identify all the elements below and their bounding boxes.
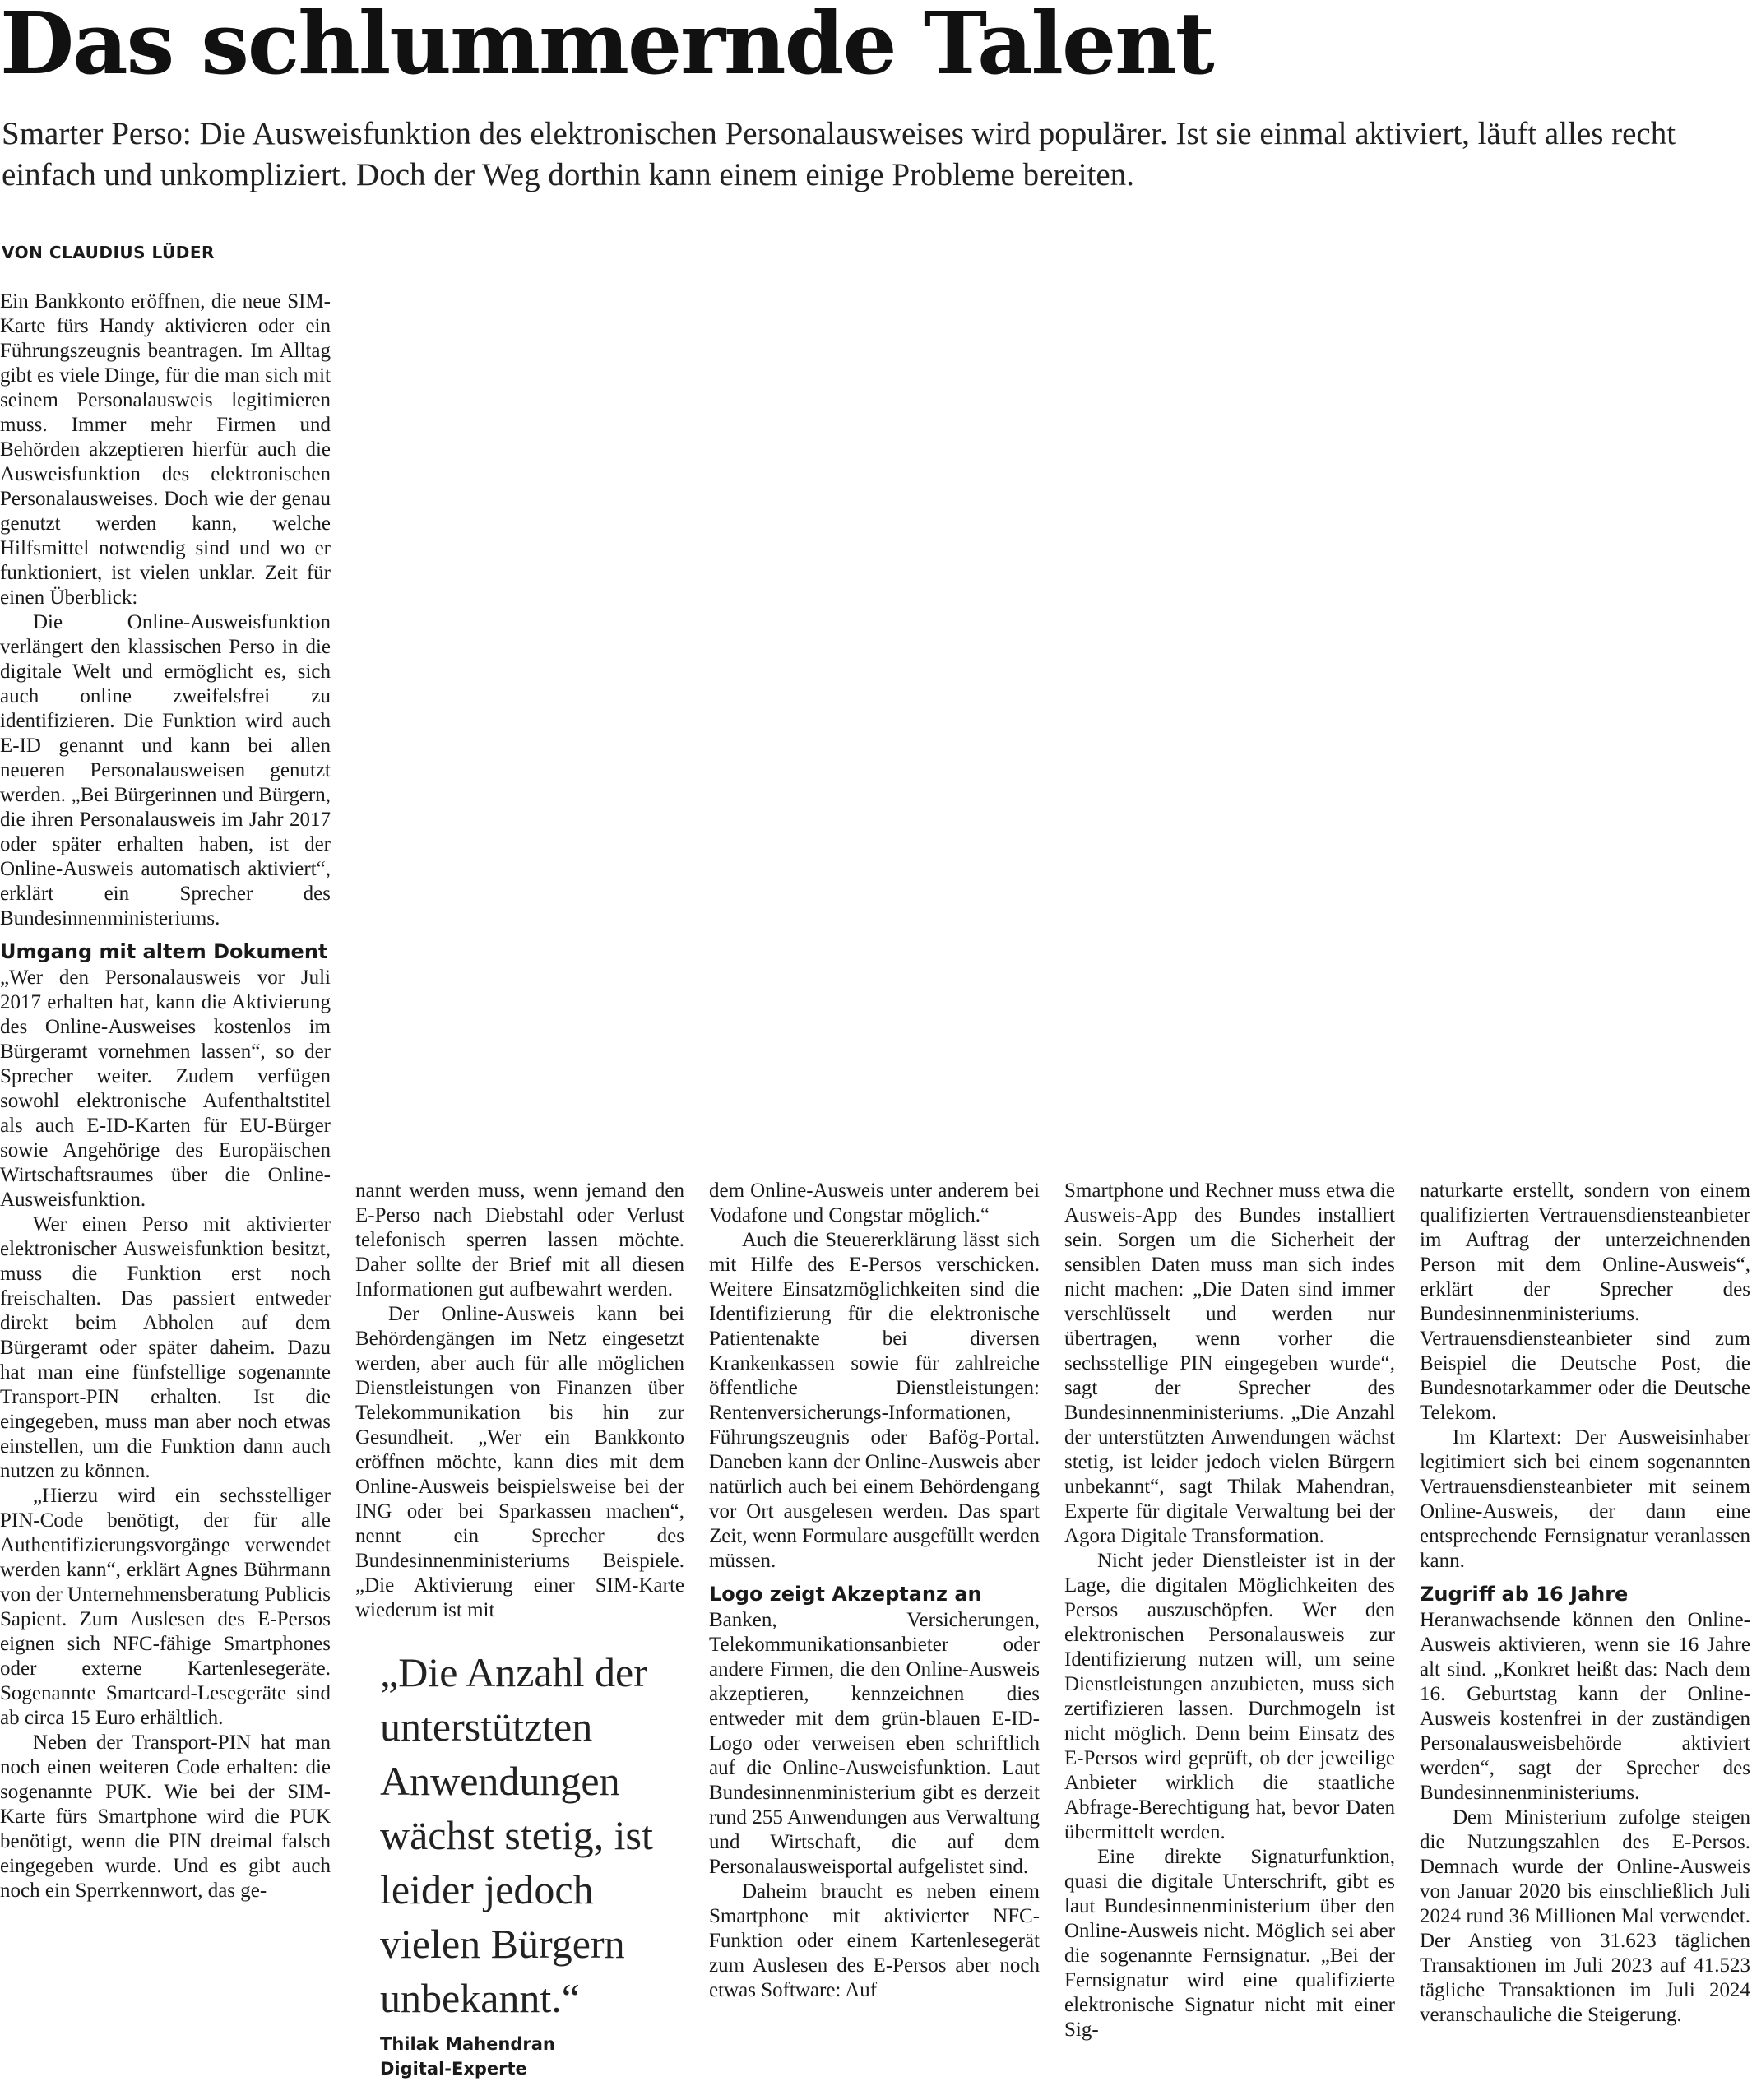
paragraph: „Hierzu wird ein sechsstelliger PIN-Code benötigt, der für alle Authentifizierungsvorgänge verwendet werden kann“, erklärt Agnes Bührmann von der Unternehmensberatung Publicis Sapient. Zum Auslesen des E-Persos eignen sich NFC-fähige Smartphones oder externe Kartenlesegeräte. Sogenannte Smartcard-Lesegeräte sind ab circa 15 Euro erhältlich. (0, 1485, 331, 1729)
section-heading: Umgang mit altem Dokument (0, 940, 328, 963)
subtitle: Smarter Perso: Die Ausweisfunktion des elektronischen Personalausweises wird populärer. Ist sie einmal aktiviert, läuft alles recht einfach und unkompliziert. Doch der Weg dorthin kann einem einige Probleme bereiten. (2, 116, 1676, 192)
paragraph: Die Online-Ausweisfunktion verlängert den klassischen Perso in die digitale Welt und ermöglicht es, sich auch online zweifelsfrei zu identifizieren. Die Funktion wird auch E-ID genannt und kann bei allen neueren Personalausweisen genutzt werden. „Bei Bürgerinnen und Bürgern, die ihren Personalausweis im Jahr 2017 oder später erhalten haben, ist der Online-Ausweis automatisch aktiviert“, erklärt ein Sprecher des Bundesinnenministeriums. (0, 611, 331, 929)
section-heading: Zugriff ab 16 Jahre (1420, 1583, 1629, 1606)
paragraph: Dem Ministerium zufolge steigen die Nutzungszahlen des E-Persos. Demnach wurde der Online-Ausweis von Januar 2020 bis einschließlich Juli 2024 rund 36 Millionen Mal verwendet. Der Anstieg von 31.623 täglichen Transaktionen im Juli 2023 auf 41.523 tägliche Transaktionen im Juli 2024 veranschauliche die Steigerung. (1420, 1806, 1750, 2026)
article-column-5 (1420, 1179, 1750, 2100)
paragraph: naturkarte erstellt, sondern von einem qualifizierten Vertrauensdiensteanbieter im Auftrag der unterzeichnenden Person mit dem Online-Ausweis“, erklärt der Sprecher des Bundesinnenministeriums. Vertrauensdiensteanbieter sind zum Beispiel die Deutsche Post, die Bundesnotarkammer oder die Deutsche Telekom. (1420, 1180, 1750, 1424)
article-column-3 (709, 1179, 1040, 2100)
paragraph: Nicht jeder Dienstleister ist in der Lage, die digitalen Möglichkeiten des Persos auszuschöpfen. Wer den elektronischen Personalausweis zur Identifizierung nutzen will, um seine Dienstleistungen anzubieten, muss sich zertifizieren lassen. Durchmogeln ist nicht möglich. Denn beim Einsatz des E-Persos wird geprüft, ob der jeweilige Anbieter wirklich die staatliche Abfrage-Berechtigung hat, bevor Daten übermittelt werden. (1064, 1550, 1395, 1843)
paragraph: Eine direkte Signaturfunktion, quasi die digitale Unterschrift, gibt es laut Bundesinnenministerium über den Online-Ausweis nicht. Möglich sei aber die sogenannte Fernsignatur. „Bei der Fernsignatur wird eine qualifizierte elektronische Signatur nicht mit einer Sig- (1064, 1846, 1395, 2041)
paragraph: nannt werden muss, wenn jemand den E-Perso nach Diebstahl oder Verlust telefonisch sperren lassen möchte. Daher sollte der Brief mit all diesen Informationen gut aufbewahrt werden. (355, 1180, 684, 1300)
paragraph: Ein Bankkonto eröffnen, die neue SIM-Karte fürs Handy aktivieren oder ein Führungszeugnis beantragen. Im Alltag gibt es viele Dinge, für die man sich mit seinem Personalausweis legitimieren muss. Immer mehr Firmen und Behörden akzeptieren hierfür auch die Ausweisfunktion des elektronischen Personalausweises. Doch wie der genau genutzt werden kann, welche Hilfsmittel notwendig sind und wo er funktioniert, ist vielen unklar. Zeit für einen Überblick: (0, 290, 331, 609)
paragraph: „Wer den Personalausweis vor Juli 2017 erhalten hat, kann die Aktivierung des Online-Ausweises kostenlos im Bürgeramt vornehmen lassen“, so der Sprecher weiter. Zudem verfügen sowohl elektronische Aufenthaltstitel als auch E-ID-Karten für EU-Bürger sowie Angehörige des Europäischen Wirtschaftsraumes über die Online-Ausweisfunktion. (0, 967, 331, 1211)
byline: VON CLAUDIUS LÜDER (2, 243, 215, 262)
paragraph: Neben der Transport-PIN hat man noch einen weiteren Code erhalten: die sogenannte PUK. Wie bei der SIM-Karte fürs Smartphone wird die PUK benötigt, wenn die PIN dreimal falsch eingegeben wurde. Und es gibt auch noch ein Sperrkennwort, das ge- (0, 1731, 331, 1902)
article-column-1 (0, 290, 331, 2100)
paragraph: Heranwachsende können den Online-Ausweis aktivieren, wenn sie 16 Jahre alt sind. „Konkret heißt das: Nach dem 16. Geburtstag kann der Online-Ausweis kostenfrei in der zuständigen Personalausweisbehörde aktiviert werden“, sagt der Sprecher des Bundesinnenministeriums. (1420, 1609, 1750, 1804)
paragraph: dem Online-Ausweis unter anderem bei Vodafone und Congstar möglich.“ (709, 1180, 1040, 1226)
paragraph: Der Online-Ausweis kann bei Behördengängen im Netz eingesetzt werden, aber auch für alle möglichen Dienstleistungen von Finanzen über Telekommunikation bis hin zur Gesundheit. „Wer ein Bankkonto eröffnen möchte, kann dies mit dem Online-Ausweis beispielsweise bei der ING oder bei Sparkassen machen“, nennt ein Sprecher des Bundesinnenministeriums Beispiele. „Die Aktivierung einer SIM-Karte wiederum ist mit (355, 1303, 684, 1621)
pull-quote-author-role: Digital-Experte (380, 2059, 527, 2079)
pull-quote-text: „Die Anzahl der unterstützten Anwendungen wächst stetig, ist leider jedoch vielen Bürgern unbekannt.“ (380, 1649, 653, 2021)
article-column-4 (1064, 1179, 1395, 2100)
paragraph: Wer einen Perso mit aktivierter elektronischer Ausweisfunktion besitzt, muss die Funktion erst noch freischalten. Das passiert entweder direkt beim Abholen auf dem Bürgeramt oder später daheim. Dazu hat man eine fünfstellige sogenannte Transport-PIN erhalten. Ist die eingegeben, muss man aber noch etwas einstellen, um die Funktion dann auch nutzen zu können. (0, 1213, 331, 1482)
paragraph: Im Klartext: Der Ausweisinhaber legitimiert sich bei einem sogenannten Vertrauensdiensteanbieter mit seinem Online-Ausweis, der dann eine entsprechende Fernsignatur veranlassen kann. (1420, 1426, 1750, 1572)
headline: Das schlummernde Talent (0, 0, 1213, 94)
pull-quote (380, 1645, 693, 2081)
paragraph: Banken, Versicherungen, Telekommunikationsanbieter oder andere Firmen, die den Online-Ausweis akzeptieren, kennzeichnen dies entweder mit dem grün-blauen E-ID-Logo oder verweisen eben schriftlich auf die Online-Ausweisfunktion. Laut Bundesinnenministerium gibt es derzeit rund 255 Anwendungen aus Verwaltung und Wirtschaft, die auf dem Personalausweisportal aufgelistet sind. (709, 1609, 1040, 1878)
article-column-2 (355, 1179, 684, 1722)
paragraph: Daheim braucht es neben einem Smartphone mit aktivierter NFC-Funktion oder einem Kartenlesegerät zum Auslesen des E-Persos aber noch etwas Software: Auf (709, 1880, 1040, 2001)
paragraph: Auch die Steuererklärung lässt sich mit Hilfe des E-Persos verschicken. Weitere Einsatzmöglichkeiten sind die Identifizierung für die elektronische Patientenakte bei diversen Krankenkassen sowie für zahlreiche öffentliche Dienstleistungen: Rentenversicherungs-Informationen, Führungszeugnis oder Bafög-Portal. Daneben kann der Online-Ausweis aber natürlich auch bei einem Behördengang vor Ort ausgelesen werden. Das spart Zeit, wenn Formulare ausgefüllt werden müssen. (709, 1229, 1040, 1572)
paragraph: Smartphone und Rechner muss etwa die Ausweis-App des Bundes installiert sein. Sorgen um die Sicherheit der sensiblen Daten muss man sich indes nicht machen: „Die Daten sind immer verschlüsselt und werden nur übertragen, wenn vorher die sechsstellige PIN eingegeben wurde“, sagt der Sprecher des Bundesinnenministeriums. „Die Anzahl der unterstützten Anwendungen wächst stetig, ist leider jedoch vielen Bürgern unbekannt“, sagt Thilak Mahendran, Experte für digitale Verwaltung bei der Agora Digitale Transformation. (1064, 1180, 1395, 1547)
pull-quote-author: Thilak Mahendran (380, 2034, 555, 2054)
section-heading: Logo zeigt Akzeptanz an (709, 1583, 982, 1606)
